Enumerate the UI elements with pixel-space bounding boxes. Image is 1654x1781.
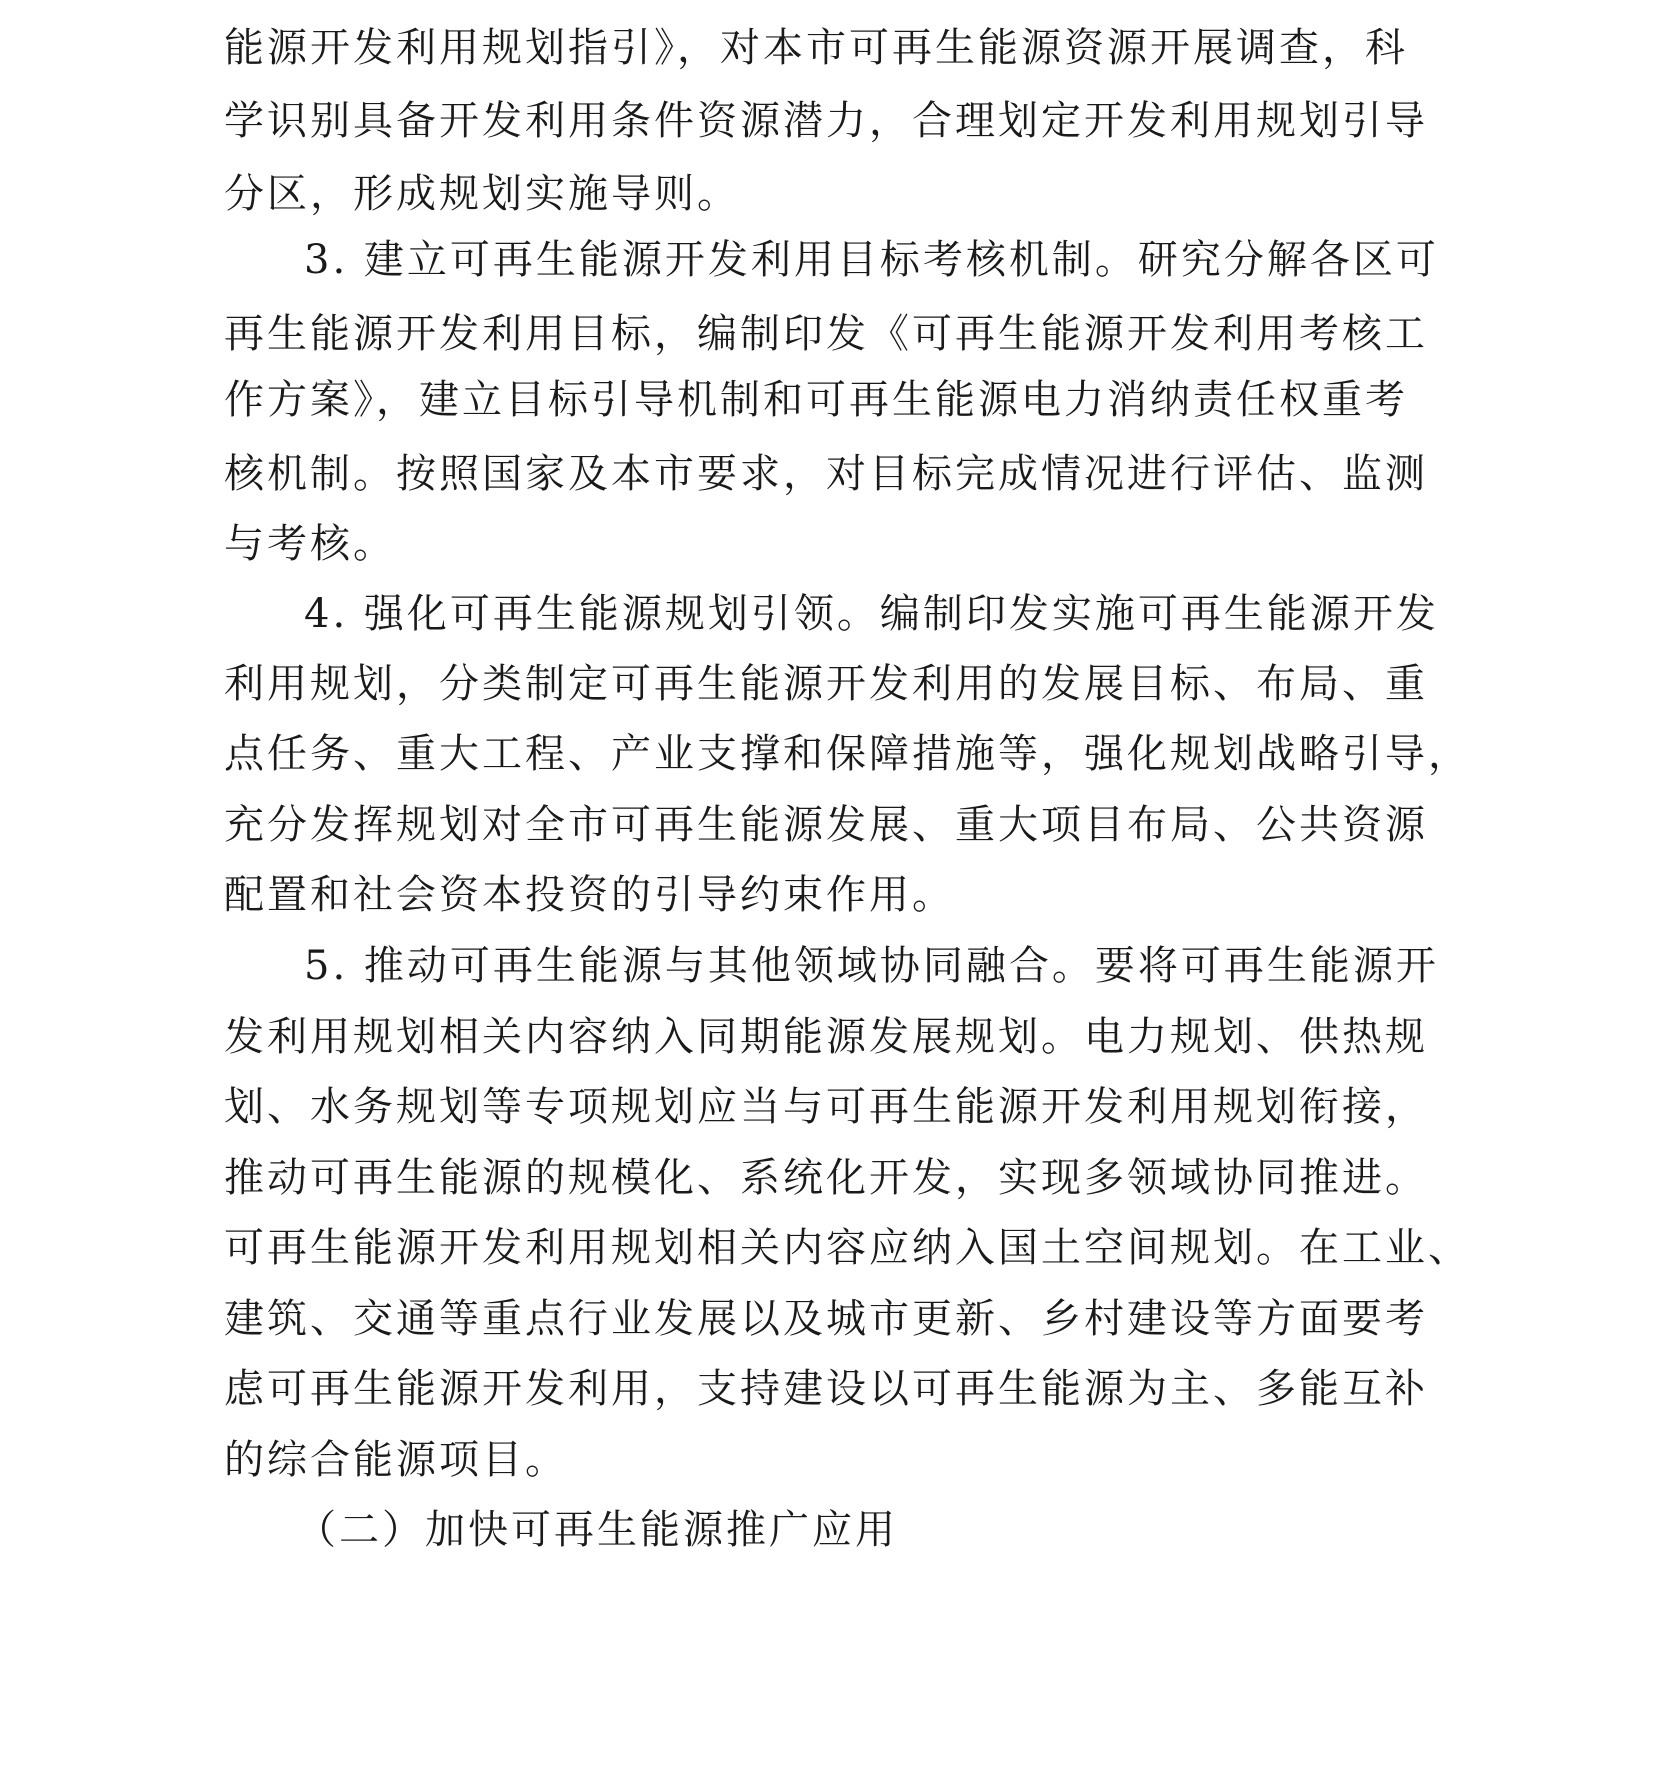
paragraph-line: 作方案》，建立目标引导机制和可再生能源电力消纳责任权重考 bbox=[224, 377, 1408, 423]
paragraph-line: 核机制。按照国家及本市要求，对目标完成情况进行评估、监测 bbox=[224, 451, 1428, 497]
paragraph-line: 建筑、交通等重点行业发展以及城市更新、乡村建设等方面要考 bbox=[224, 1296, 1428, 1342]
paragraph-line: 点任务、重大工程、产业支撑和保障措施等，强化规划战略引导， bbox=[224, 731, 1471, 777]
paragraph-line: 虑可再生能源开发利用，支持建设以可再生能源为主、多能互补 bbox=[224, 1366, 1428, 1412]
paragraph-line: 能源开发利用规划指引》，对本市可再生能源资源开展调查，科 bbox=[224, 25, 1408, 71]
paragraph-line: 4. 强化可再生能源规划引领。编制印发实施可再生能源开发 bbox=[304, 591, 1439, 637]
paragraph-line: 利用规划，分类制定可再生能源开发利用的发展目标、布局、重 bbox=[224, 661, 1428, 707]
paragraph-line: 充分发挥规划对全市可再生能源发展、重大项目布局、公共资源 bbox=[224, 802, 1428, 848]
paragraph-line: 3. 建立可再生能源开发利用目标考核机制。研究分解各区可 bbox=[304, 237, 1439, 283]
section-heading: （二）加快可再生能源推广应用 bbox=[296, 1507, 898, 1553]
paragraph-line: 推动可再生能源的规模化、系统化开发，实现多领域协同推进。 bbox=[224, 1155, 1428, 1201]
paragraph-line: 配置和社会资本投资的引导约束作用。 bbox=[224, 872, 955, 918]
paragraph-line: 可再生能源开发利用规划相关内容应纳入国土空间规划。在工业、 bbox=[224, 1225, 1471, 1271]
paragraph-line: 再生能源开发利用目标，编制印发《可再生能源开发利用考核工 bbox=[224, 311, 1428, 357]
paragraph-line: 学识别具备开发利用条件资源潜力，合理划定开发利用规划引导 bbox=[224, 98, 1428, 144]
paragraph-line: 的综合能源项目。 bbox=[224, 1437, 568, 1483]
paragraph-line: 发利用规划相关内容纳入同期能源发展规划。电力规划、供热规 bbox=[224, 1014, 1428, 1060]
paragraph-line: 5. 推动可再生能源与其他领域协同融合。要将可再生能源开 bbox=[304, 943, 1439, 989]
paragraph-line: 与考核。 bbox=[224, 521, 396, 567]
paragraph-line: 划、水务规划等专项规划应当与可再生能源开发利用规划衔接， bbox=[224, 1084, 1428, 1130]
paragraph-line: 分区，形成规划实施导则。 bbox=[224, 171, 740, 217]
